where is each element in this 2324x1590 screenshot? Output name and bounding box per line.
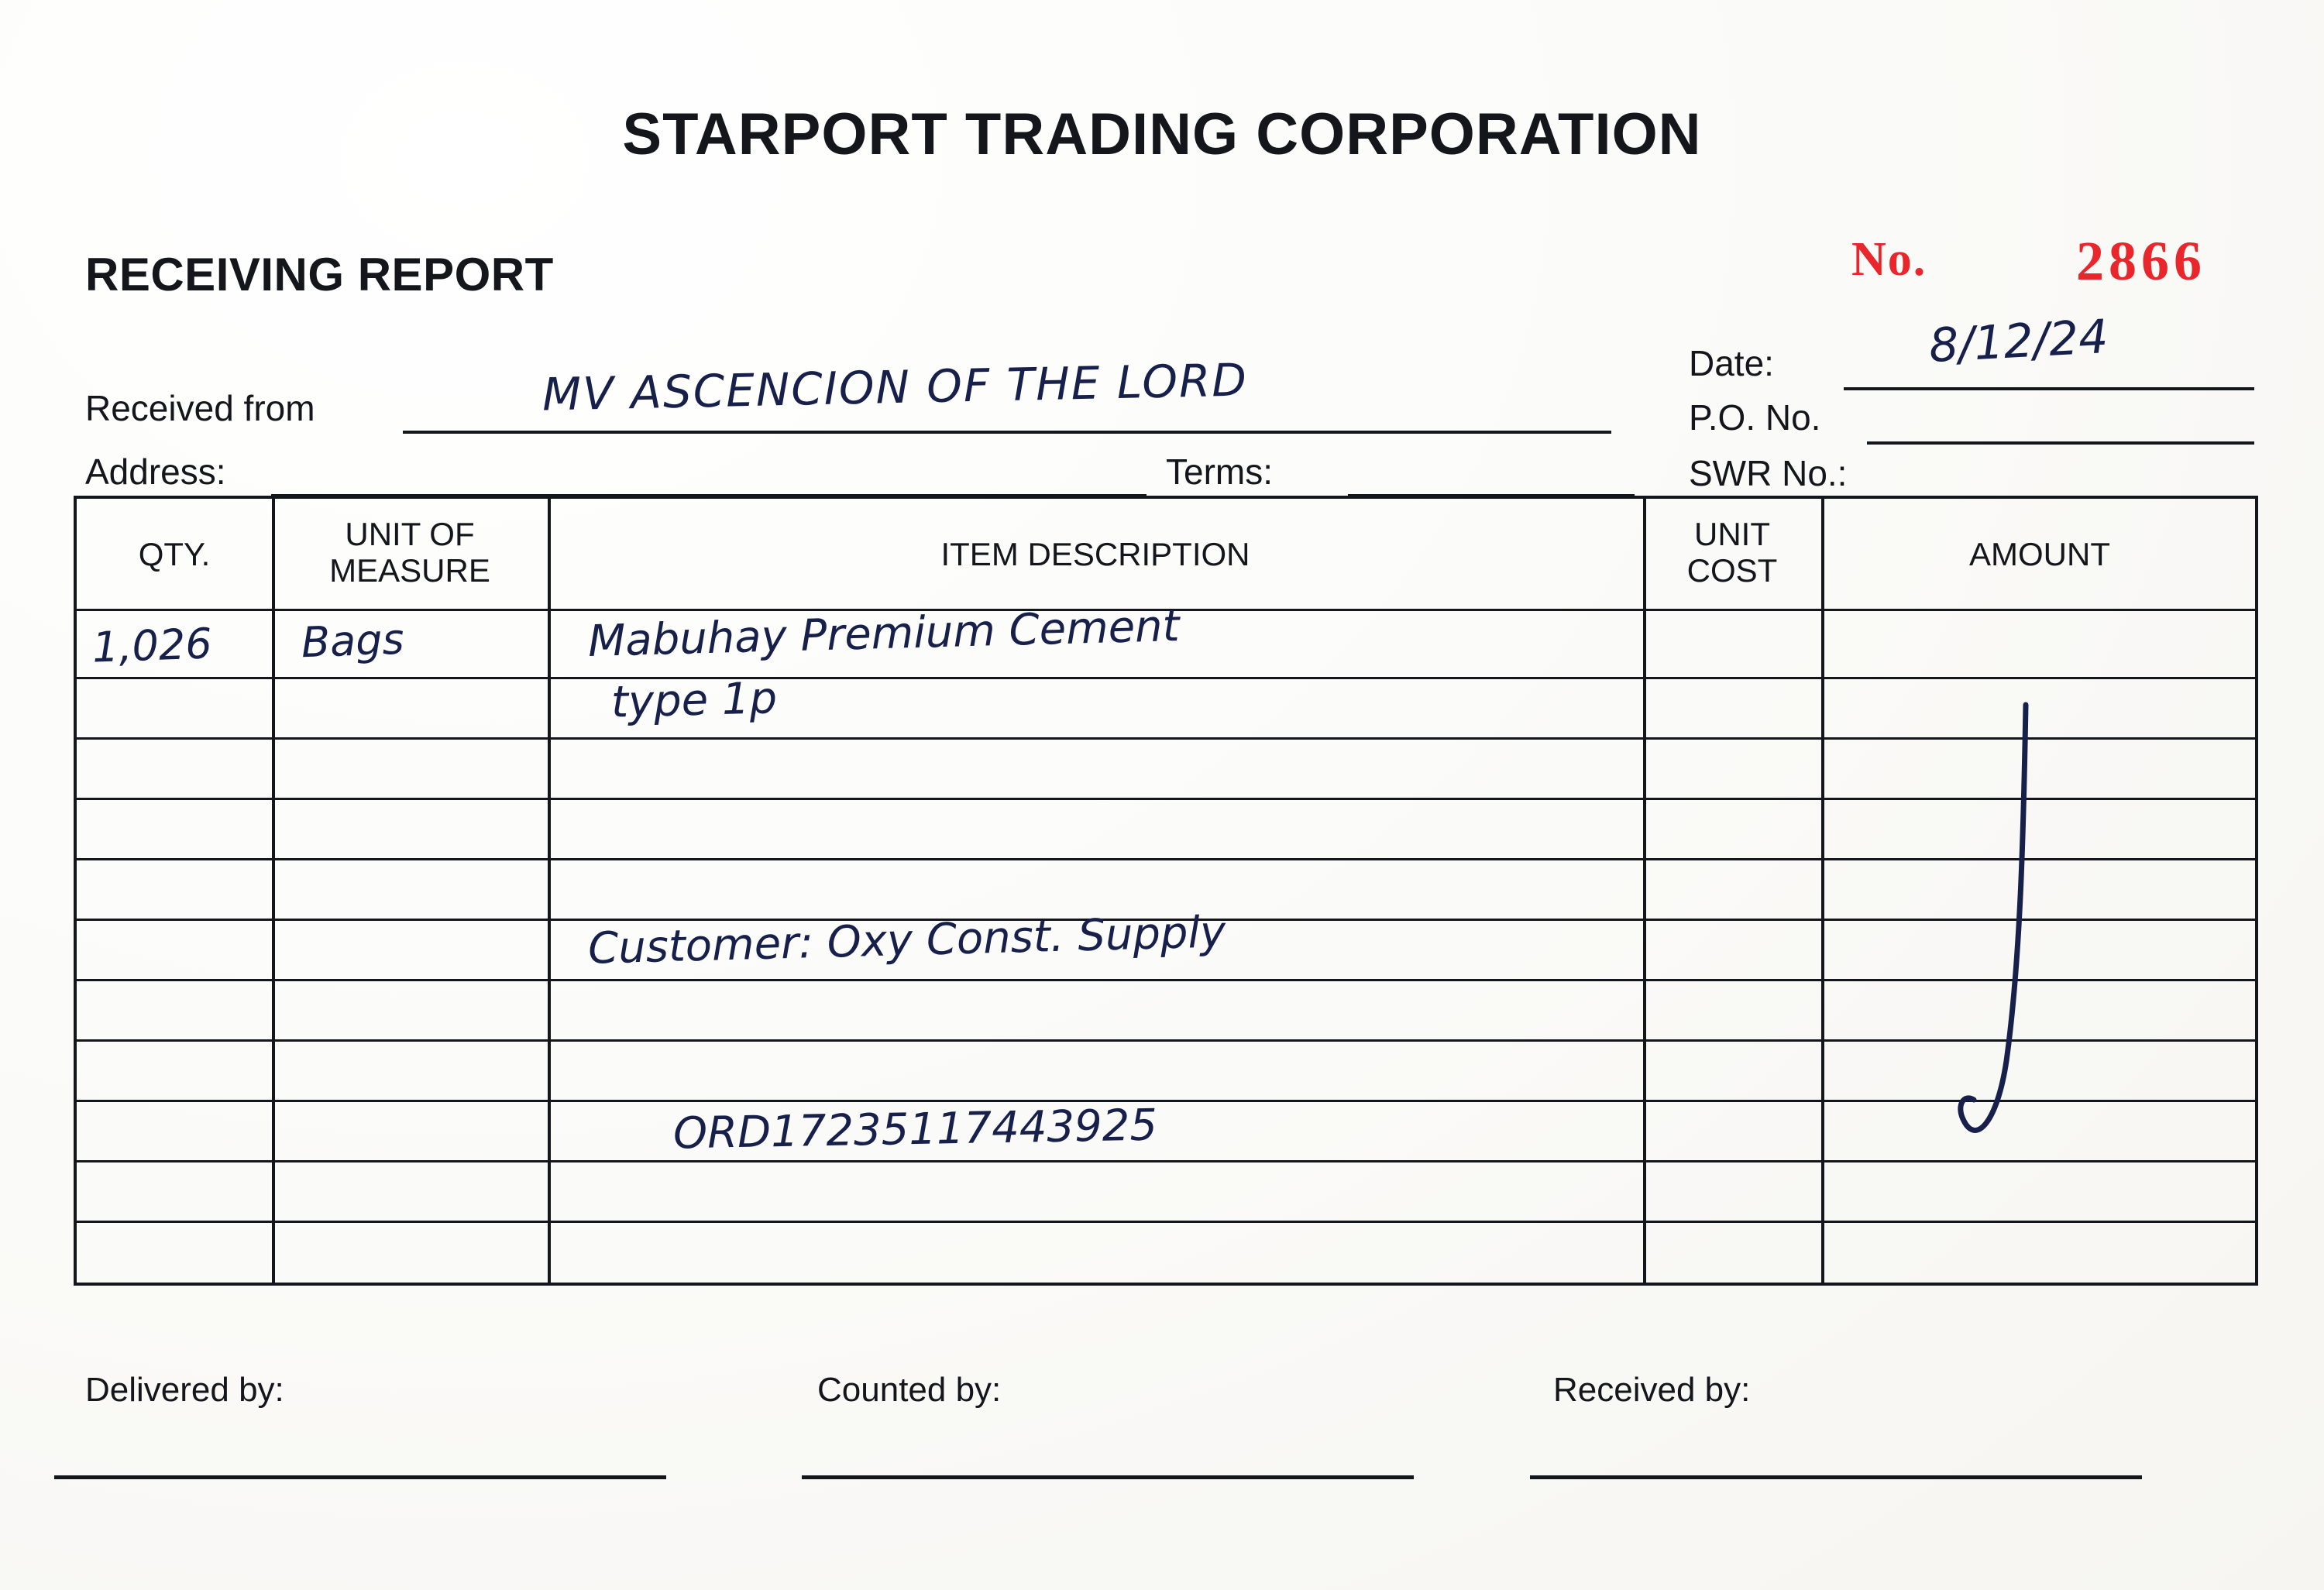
po-no-label: P.O. No. [1689,397,1821,438]
note-order-reference: ORD17235117443925 [672,1100,1158,1159]
header-item-description: ITEM DESCRIPTION [940,536,1250,572]
received-by-rule [1530,1475,2142,1479]
date-value: 8/12/24 [1927,309,2109,374]
stamp-number-value: 2866 [2076,230,2206,292]
items-table [74,496,2258,1286]
report-title: RECEIVING REPORT [85,249,554,300]
delivered-by-label: Delivered by: [85,1371,284,1409]
table-row-divider-3 [77,798,2255,800]
table-col-divider-4 [1821,499,1824,1283]
cell-description-line2: type 1p [610,673,778,728]
date-rule [1844,387,2254,390]
table-row-divider-10 [77,1221,2255,1223]
po-no-rule [1867,441,2254,445]
table-row-divider-1 [77,677,2255,679]
received-from-value: MV ASCENCION OF THE LORD [541,353,1249,421]
counted-by-rule [802,1475,1414,1479]
received-from-rule [403,431,1611,434]
table-row-divider-6 [77,979,2255,981]
note-customer: Customer: Oxy Const. Supply [587,907,1226,974]
table-col-divider-1 [272,499,275,1283]
table-row-divider-8 [77,1100,2255,1102]
header-unit-cost: UNIT COST [1686,516,1778,589]
address-label: Address: [85,452,226,492]
received-from-label: Received from [85,388,315,428]
cell-description-line1: Mabuhay Premium Cement [587,601,1181,667]
table-col-divider-2 [548,499,551,1283]
counted-by-label: Counted by: [817,1371,1002,1409]
cell-qty: 1,026 [91,619,213,672]
company-title: STARPORT TRADING CORPORATION [622,101,1702,167]
cell-unit-of-measure: Bags [300,614,405,668]
table-col-divider-3 [1643,499,1646,1283]
table-row-divider-9 [77,1160,2255,1162]
header-unit-of-measure: UNIT OF MEASURE [329,516,490,589]
date-label: Date: [1689,343,1774,383]
swr-no-label: SWR No.: [1689,453,1848,493]
table-row-divider-4 [77,858,2255,860]
header-qty: QTY. [138,536,211,572]
delivered-by-rule [54,1475,666,1479]
stamp-number-label: No. [1851,233,1927,286]
received-by-label: Received by: [1553,1371,1751,1409]
table-row-divider-7 [77,1039,2255,1042]
table-row-divider-2 [77,737,2255,740]
terms-label: Terms: [1166,452,1273,492]
header-amount: AMOUNT [1969,536,2110,572]
